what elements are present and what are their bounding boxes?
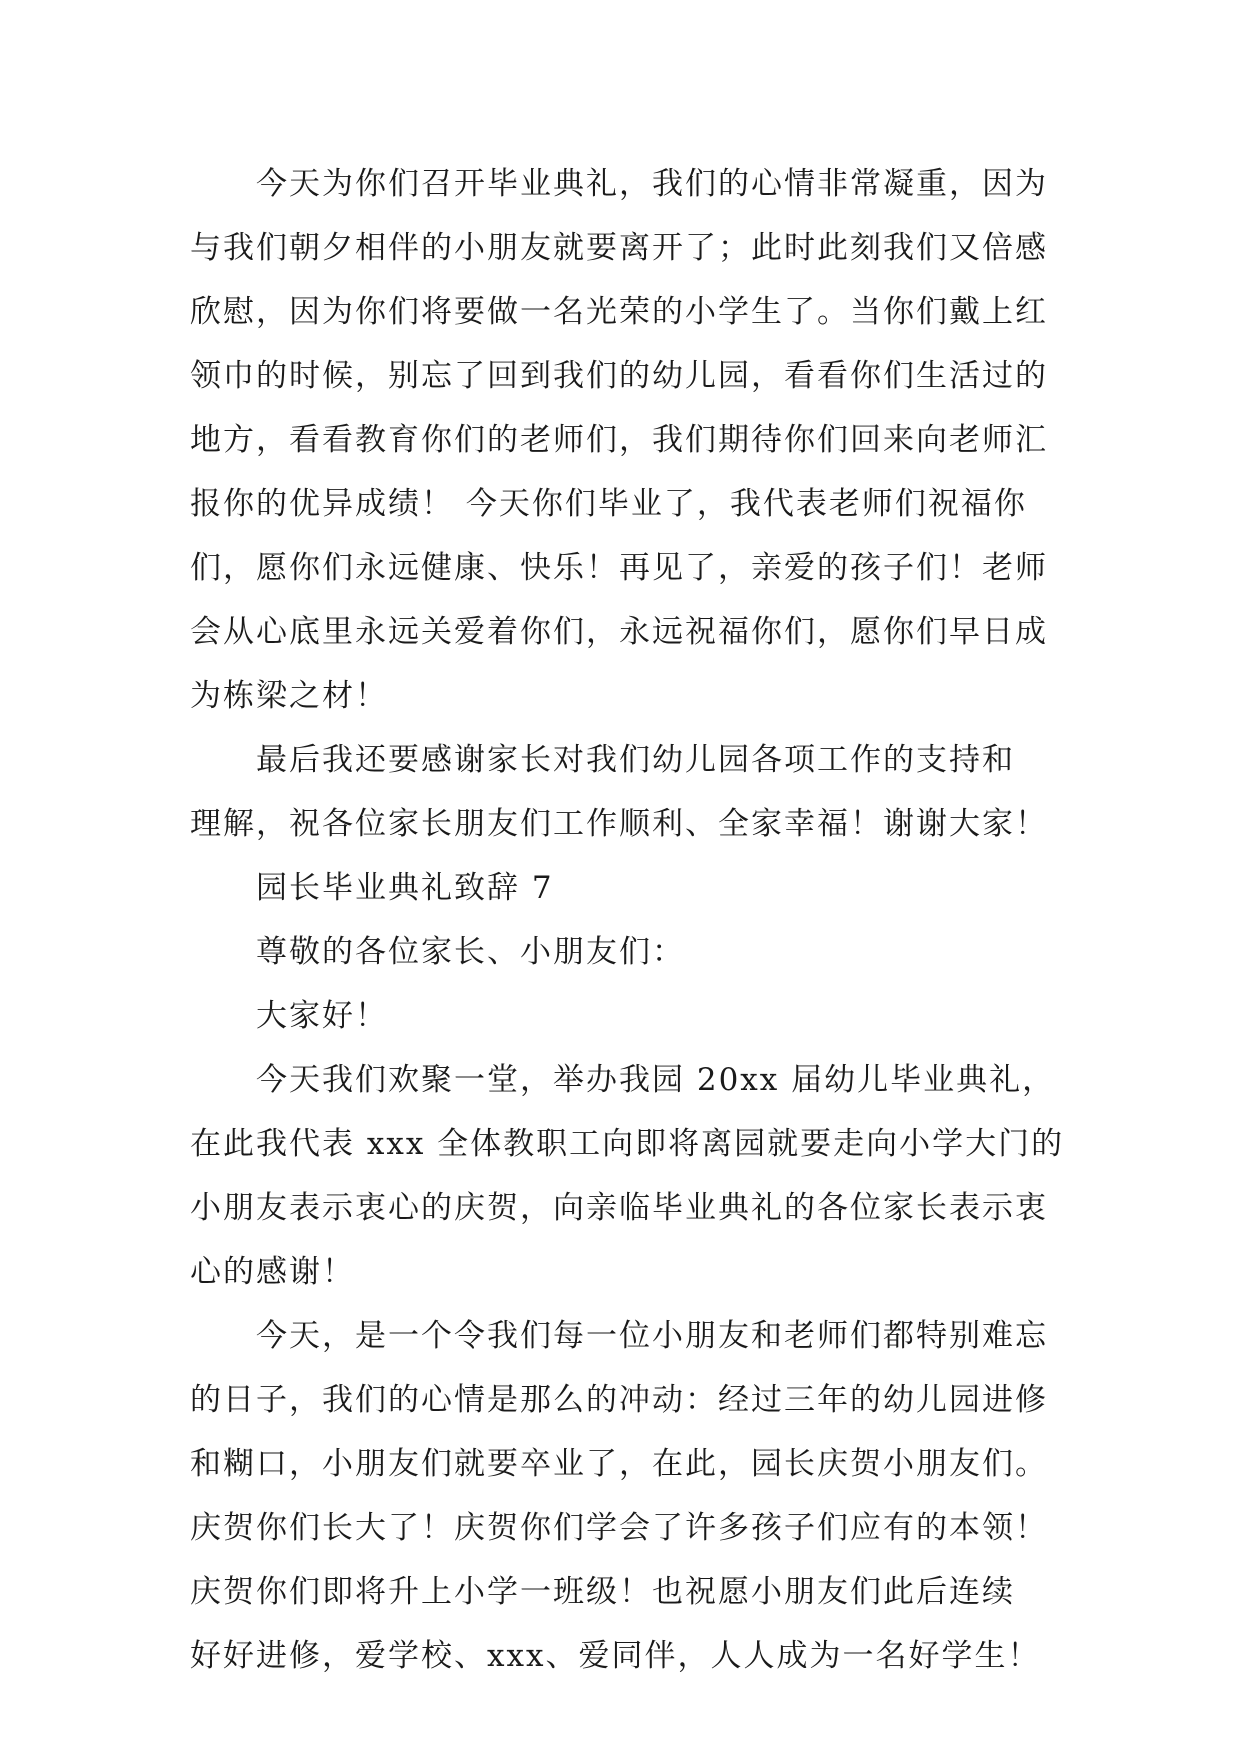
text-line: 今天为你们召开毕业典礼，我们的心情非常凝重，因为 — [256, 166, 1048, 202]
section-title: 园长毕业典礼致辞 7 — [256, 870, 554, 906]
greeting: 大家好！ — [256, 998, 388, 1034]
text-line: 心的感谢！ — [190, 1254, 355, 1290]
text-line: 和糊口，小朋友们就要卒业了，在此，园长庆贺小朋友们。 — [190, 1446, 1048, 1482]
text-line: 为栋梁之材！ — [190, 678, 388, 714]
text-line: 今天，是一个令我们每一位小朋友和老师们都特别难忘 — [256, 1318, 1048, 1354]
text-line: 地方，看看教育你们的老师们，我们期待你们回来向老师汇 — [190, 422, 1048, 458]
text-line: 的日子，我们的心情是那么的冲动：经过三年的幼儿园进修 — [190, 1382, 1048, 1418]
text-line: 最后我还要感谢家长对我们幼儿园各项工作的支持和 — [256, 742, 1015, 778]
text-line: 小朋友表示衷心的庆贺，向亲临毕业典礼的各位家长表示衷 — [190, 1190, 1048, 1226]
text-line: 在此我代表 xxx 全体教职工向即将离园就要走向小学大门的 — [190, 1126, 1065, 1162]
text-line: 庆贺你们长大了！庆贺你们学会了许多孩子们应有的本领！ — [190, 1510, 1048, 1546]
text-line: 报你的优异成绩！ 今天你们毕业了，我代表老师们祝福你 — [190, 486, 1027, 522]
text-line: 理解，祝各位家长朋友们工作顺利、全家幸福！谢谢大家！ — [190, 806, 1048, 842]
text-line: 领巾的时候，别忘了回到我们的幼儿园，看看你们生活过的 — [190, 358, 1048, 394]
text-line: 们，愿你们永远健康、快乐！再见了，亲爱的孩子们！老师 — [190, 550, 1048, 586]
text-line: 今天我们欢聚一堂，举办我园 20xx 届幼儿毕业典礼， — [256, 1062, 1056, 1098]
text-line: 好好进修，爱学校、xxx、爱同伴，人人成为一名好学生！ — [190, 1638, 1041, 1674]
text-line: 与我们朝夕相伴的小朋友就要离开了；此时此刻我们又倍感 — [190, 230, 1048, 266]
document-body — [190, 152, 1065, 1688]
salutation: 尊敬的各位家长、小朋友们： — [256, 934, 685, 970]
text-line: 庆贺你们即将升上小学一班级！也祝愿小朋友们此后连续 — [190, 1574, 1015, 1610]
text-line: 会从心底里永远关爱着你们，永远祝福你们，愿你们早日成 — [190, 614, 1048, 650]
text-line: 欣慰，因为你们将要做一名光荣的小学生了。当你们戴上红 — [190, 294, 1048, 330]
